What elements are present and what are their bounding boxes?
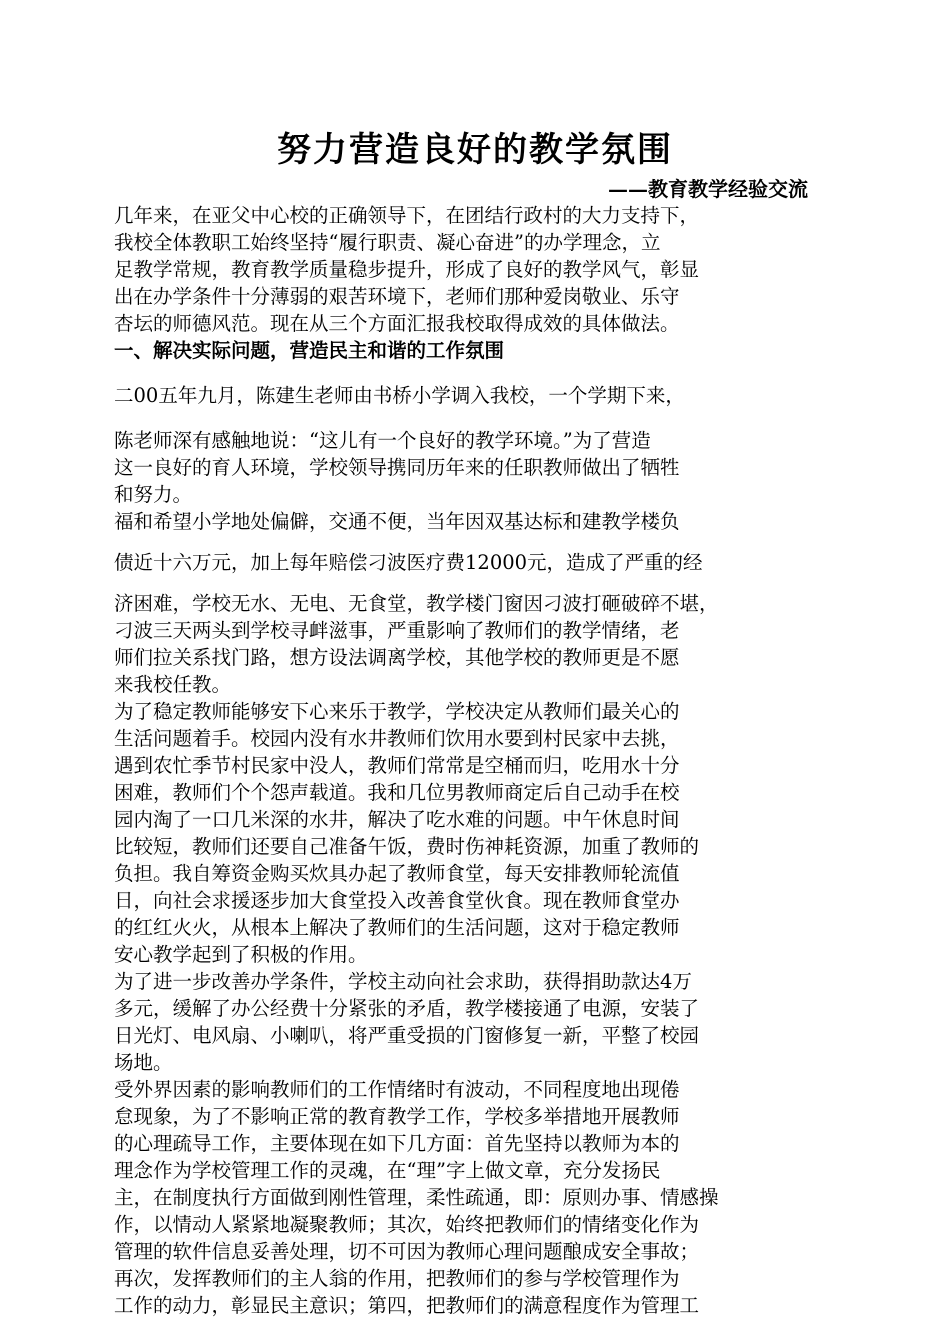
body-line: 的红红火火，从根本上解决了教师们的生活问题，这对于稳定教师 [114, 916, 680, 939]
body-line: 多元，缓解了办公经费十分紧张的矛盾，教学楼接通了电源，安装了 [114, 997, 700, 1020]
body-line: 遇到农忙季节村民家中没人，教师们常常是空桶而归，吃用水十分 [114, 754, 680, 777]
body-line: 和努力。 [114, 483, 193, 506]
body-line: 作，以情动人紧紧地凝聚教师；其次，始终把教师们的情绪变化作为 [114, 1213, 700, 1236]
body-line: 日，向社会求援逐步加大食堂投入改善食堂伙食。现在教师食堂办 [114, 889, 680, 912]
document-body [114, 202, 814, 1319]
body-line: 园内淘了一口几米深的水井，解决了吃水难的问题。中午休息时间 [114, 808, 680, 831]
body-line: 我校全体教职工始终坚持“履行职责、凝心奋进”的办学理念，立 [114, 231, 661, 254]
body-line: 济困难，学校无水、无电、无食堂，教学楼门窗因刁波打砸破碎不堪， [114, 592, 719, 615]
body-line: 杏坛的师德风范。现在从三个方面汇报我校取得成效的具体做法。 [114, 312, 680, 335]
document-subtitle: ——教育教学经验交流 [608, 177, 808, 201]
body-line: 陈老师深有感触地说：“这儿有一个良好的教学环境。”为了营造 [114, 429, 651, 452]
body-line: 为了进一步改善办学条件，学校主动向社会求助，获得捐助款达4万 [114, 970, 692, 993]
body-line: 二00五年九月，陈建生老师由书桥小学调入我校，一个学期下来， [114, 384, 685, 407]
body-line: 几年来，在亚父中心校的正确领导下，在团结行政村的大力支持下， [114, 204, 700, 227]
body-line: 主，在制度执行方面做到刚性管理，柔性疏通，即：原则办事、情感操 [114, 1186, 719, 1209]
body-line: 这一良好的育人环境，学校领导携同历年来的任职教师做出了牺牲 [114, 456, 680, 479]
body-line: 刁波三天两头到学校寻衅滋事，严重影响了教师们的教学情绪，老 [114, 619, 680, 642]
body-line: 工作的动力，彰显民主意识；第四，把教师们的满意程度作为管理工 [114, 1294, 700, 1317]
body-line: 为了稳定教师能够安下心来乐于教学，学校决定从教师们最关心的 [114, 700, 680, 723]
body-line: 管理的软件信息妥善处理，切不可因为教师心理问题酿成安全事故； [114, 1240, 700, 1263]
section-heading: 一、解决实际问题，营造民主和谐的工作氛围 [114, 339, 505, 362]
body-line: 出在办学条件十分薄弱的艰苦环境下，老师们那种爱岗敬业、乐守 [114, 285, 680, 308]
body-line: 再次，发挥教师们的主人翁的作用，把教师们的参与学校管理作为 [114, 1267, 680, 1290]
body-line: 怠现象，为了不影响正常的教育教学工作，学校多举措地开展教师 [114, 1105, 680, 1128]
body-line: 生活问题着手。校园内没有水井教师们饮用水要到村民家中去挑， [114, 727, 680, 750]
body-line: 足教学常规，教育教学质量稳步提升，形成了良好的教学风气，彰显 [114, 258, 700, 281]
body-line: 受外界因素的影响教师们的工作情绪时有波动，不同程度地出现倦 [114, 1078, 680, 1101]
body-line: 理念作为学校管理工作的灵魂，在“理”字上做文章，充分发扬民 [114, 1159, 661, 1182]
body-line: 场地。 [114, 1051, 173, 1074]
body-line: 福和希望小学地处偏僻，交通不便，当年因双基达标和建教学楼负 [114, 510, 680, 533]
document-title: 努力营造良好的教学氛围 [277, 130, 673, 170]
body-line: 安心教学起到了积极的作用。 [114, 943, 368, 966]
body-line: 困难，教师们个个怨声载道。我和几位男教师商定后自己动手在校 [114, 781, 680, 804]
body-line: 债近十六万元，加上每年赔偿刁波医疗费12000元，造成了严重的经 [114, 551, 703, 574]
body-line: 负担。我自筹资金购买炊具办起了教师食堂，每天安排教师轮流值 [114, 862, 680, 885]
body-line: 来我校任教。 [114, 673, 232, 696]
body-line: 比较短，教师们还要自己准备午饭，费时伤神耗资源，加重了教师的 [114, 835, 700, 858]
body-line: 日光灯、电风扇、小喇叭，将严重受损的门窗修复一新，平整了校园 [114, 1024, 700, 1047]
body-line: 师们拉关系找门路，想方设法调离学校，其他学校的教师更是不愿 [114, 646, 680, 669]
body-line: 的心理疏导工作，主要体现在如下几方面：首先坚持以教师为本的 [114, 1132, 680, 1155]
